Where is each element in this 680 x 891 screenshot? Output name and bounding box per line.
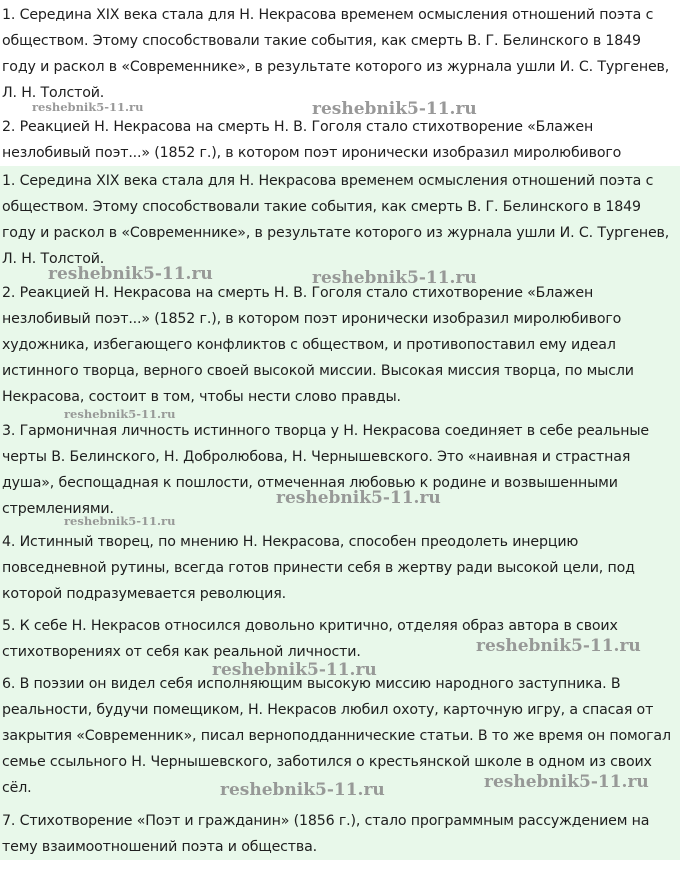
- watermark: reshebnik5-11.ru: [476, 636, 641, 656]
- question-paragraph-2: 2. Реакцией Н. Некрасова на смерть Н. В. Гоголя стало стихотворение «Блажен незлобивый поэт...» (1852 г.), в котором поэт иронически изобразил миролюбивого: [2, 119, 622, 161]
- answer-paragraph-5: 5. К себе Н. Некрасов относился довольно критично, отделяя образ автора в своих стихотворениях от себя как реальной личности.: [2, 618, 618, 660]
- question-paragraph-1: 1. Середина XIX века стала для Н. Некрасова временем осмысления отношений поэта с обществом. Этому способствовали такие события, как смерть В. Г. Белинского в 1849 году и раскол в «Современнике», в результате которого из журнала ушли И. С. Тургенев, Л. Н. Толстой.: [2, 7, 670, 101]
- watermark: reshebnik5-11.ru: [276, 488, 441, 508]
- watermark: reshebnik5-11.ru: [212, 660, 377, 680]
- watermark: reshebnik5-11.ru: [312, 268, 477, 288]
- watermark: reshebnik5-11.ru: [32, 100, 144, 114]
- question-block: [0, 0, 680, 162]
- watermark: reshebnik5-11.ru: [312, 99, 477, 119]
- watermark: reshebnik5-11.ru: [64, 514, 176, 528]
- watermark: reshebnik5-11.ru: [64, 407, 176, 421]
- answer-paragraph-3: 3. Гармоничная личность истинного творца у Н. Некрасова соединяет в себе реальные черты В. Белинского, Н. Добролюбова, Н. Чернышевского. Это «наивная и страстная душа», беспощадная к пошлости, отмеченная любовью к родине и возвышенными стремлениями.: [2, 423, 649, 517]
- answer-paragraph-6: 6. В поэзии он видел себя исполняющим высокую миссию народного заступника. В реальности, будучи помещиком, Н. Некрасов любил охоту, карточную игру, а спасая от закрытия «Современник», писал верноподданнические статьи. В то же время он помогал семье ссыльного Н. Чернышевского, заботился о крестьянской школе в одном из своих сёл.: [2, 676, 671, 796]
- watermark: reshebnik5-11.ru: [220, 780, 385, 800]
- answer-paragraph-7: 7. Стихотворение «Поэт и гражданин» (1856 г.), стало программным рассуждением на тему взаимоотношений поэта и общества.: [2, 813, 650, 855]
- watermark: reshebnik5-11.ru: [484, 772, 649, 792]
- answer-paragraph-1: 1. Середина XIX века стала для Н. Некрасова временем осмысления отношений поэта с обществом. Этому способствовали такие события, как смерть В. Г. Белинского в 1849 году и раскол в «Современнике», в результате которого из журнала ушли И. С. Тургенев, Л. Н. Толстой.: [2, 173, 670, 267]
- answer-paragraph-4: 4. Истинный творец, по мнению Н. Некрасова, способен преодолеть инерцию повседневной рутины, всегда готов принести себя в жертву ради высокой цели, под которой подразумевается революция.: [2, 534, 635, 602]
- watermark: reshebnik5-11.ru: [48, 264, 213, 284]
- answer-paragraph-2: 2. Реакцией Н. Некрасова на смерть Н. В. Гоголя стало стихотворение «Блажен незлобивый поэт...» (1852 г.), в котором поэт иронически изобразил миролюбивого художника, избегающего конфликтов с обществом, и противопоставил ему идеал истинного творца, верного своей высокой миссии. Высокая миссия творца, по мысли Некрасова, состоит в том, чтобы нести слово правды.: [2, 285, 634, 405]
